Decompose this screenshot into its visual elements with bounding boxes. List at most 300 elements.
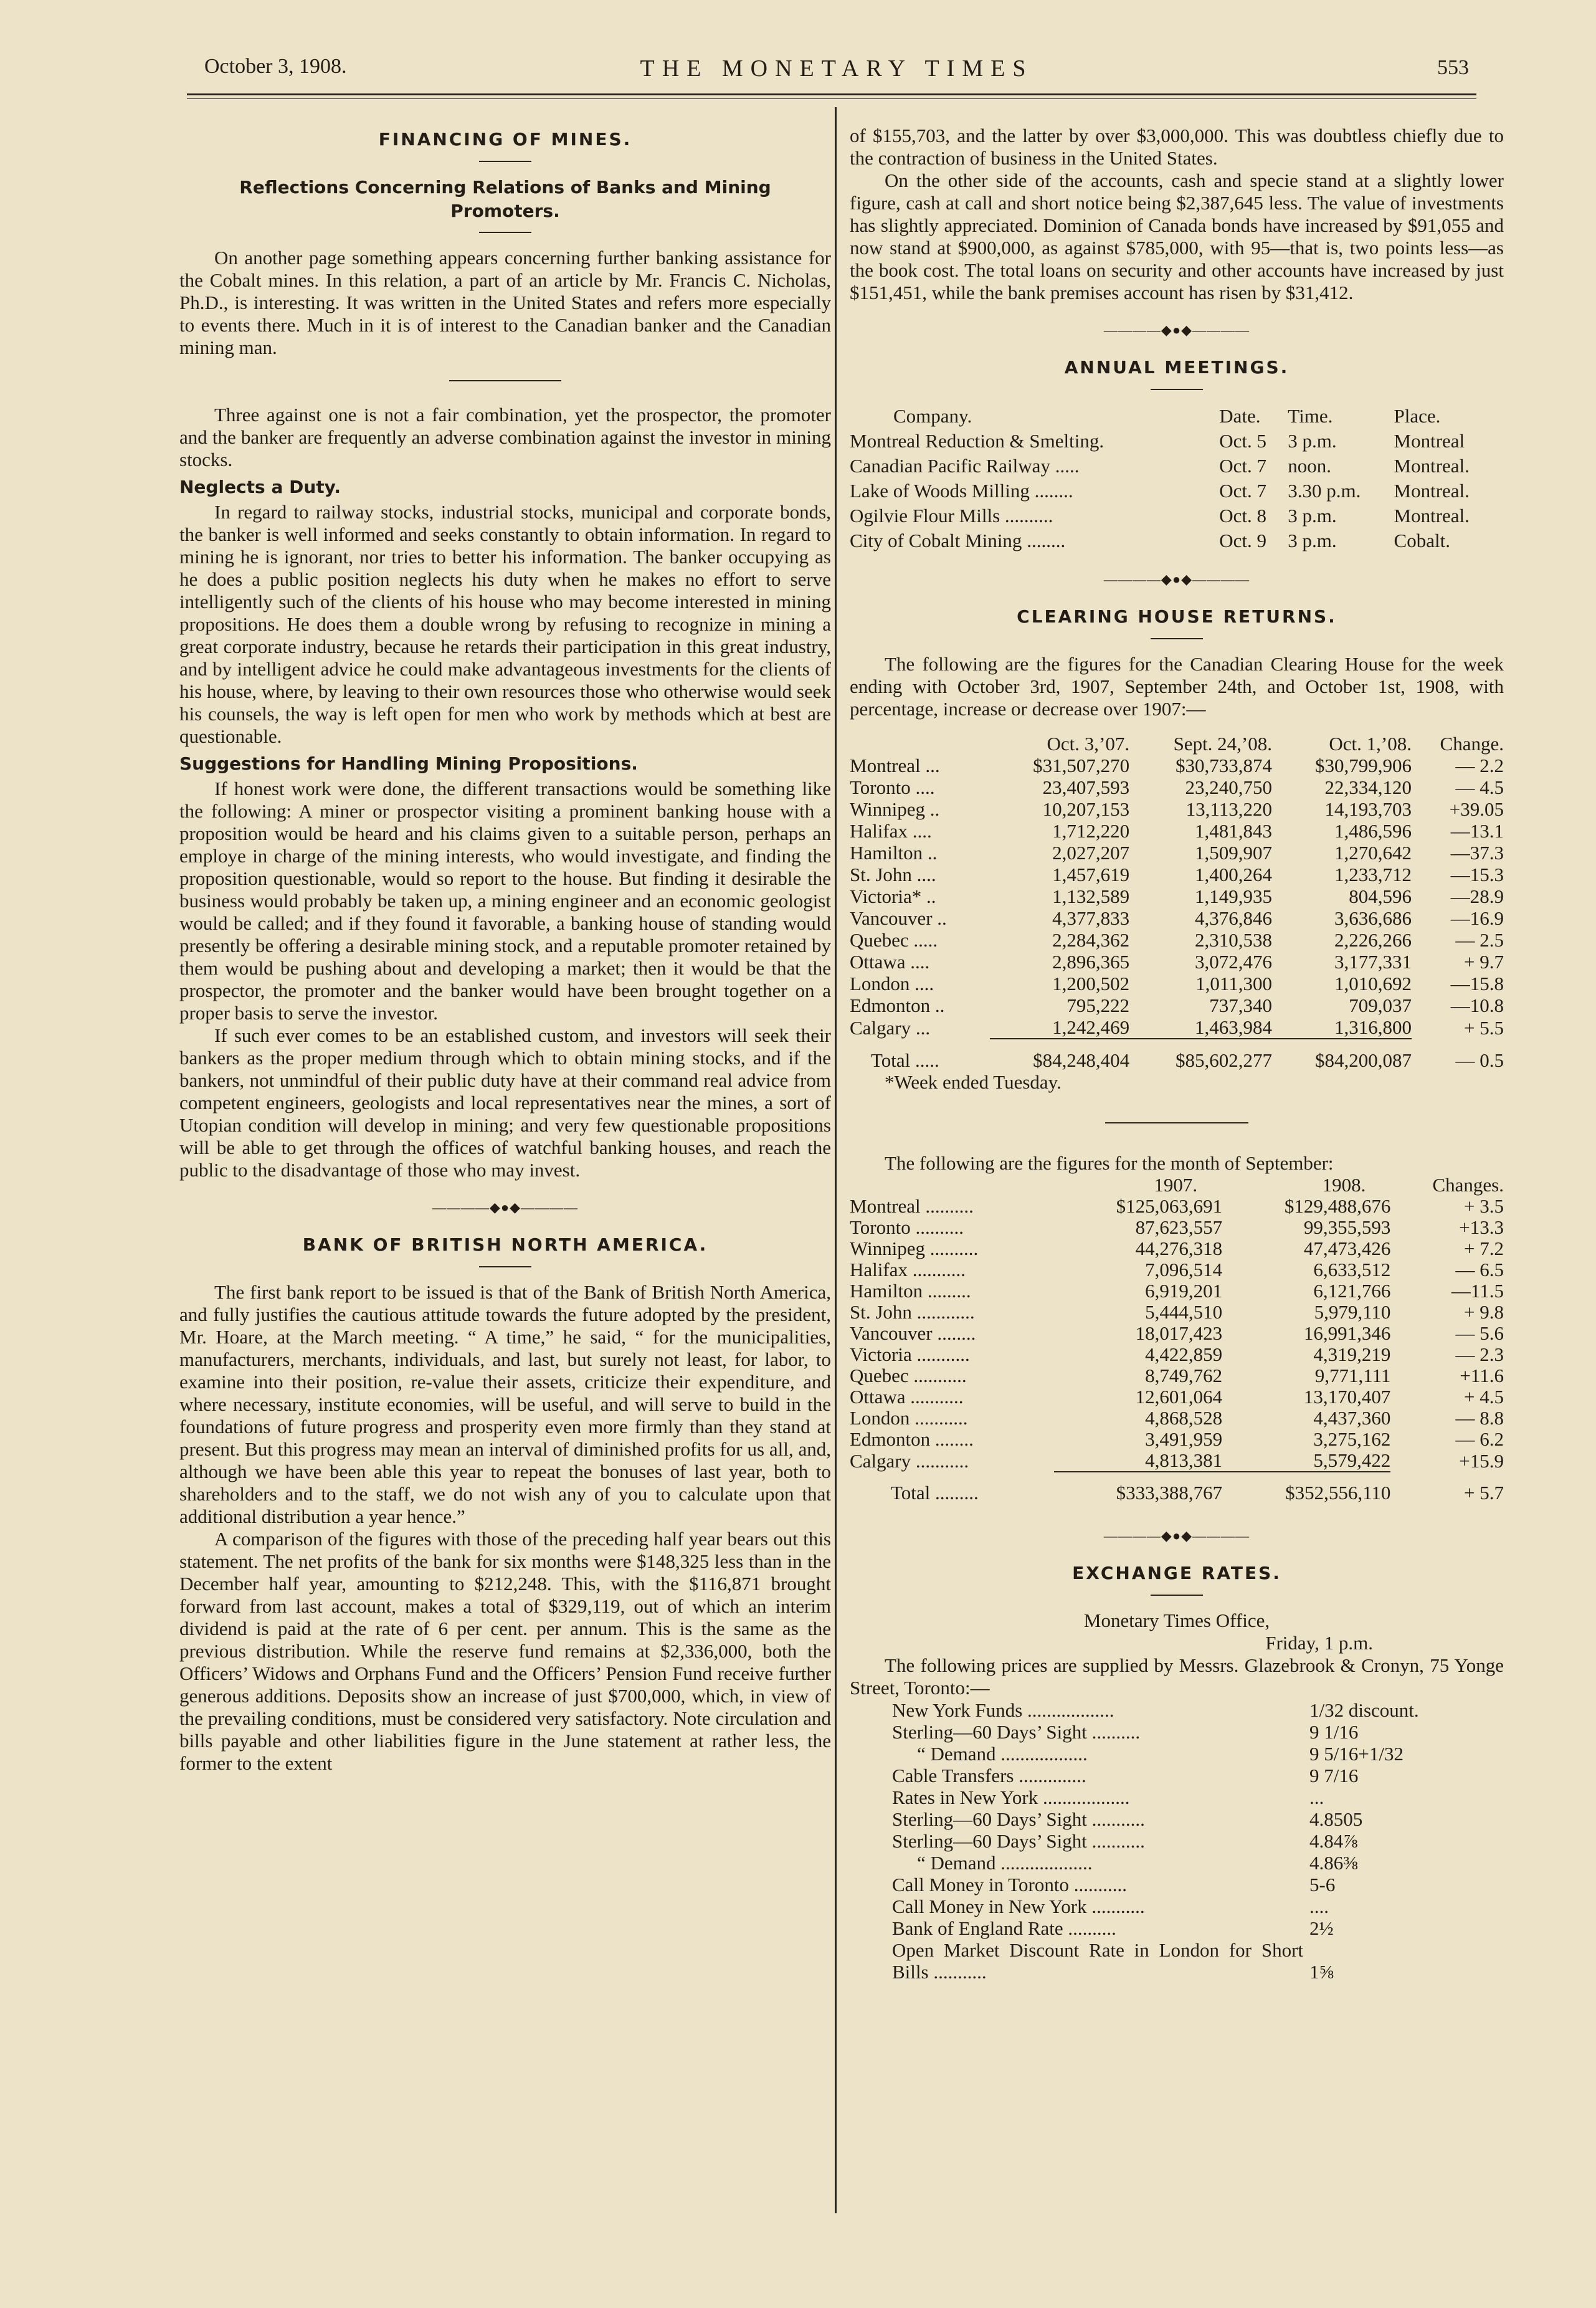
- exchange-intro: The following prices are supplied by Messrs. Glazebrook & Cronyn, 75 Yonge Street, Toronto:—: [850, 1654, 1504, 1699]
- value-oct-1908: 1,270,642: [1334, 842, 1412, 864]
- rate-value: 4.84⅞: [1309, 1830, 1358, 1852]
- value-oct-1908: 709,037: [1349, 994, 1412, 1016]
- short-rule: [479, 161, 531, 162]
- rate-label: Bank of England Rate: [892, 1917, 1063, 1939]
- meeting-time: 3 p.m.: [1288, 530, 1337, 551]
- bank-paragraph: The first bank report to be issued is that of the Bank of British North America, and fully justifies the cautious attitude towards the future adopted by the president, Mr. Hoare, at the March meeting. “ A time,” he said, “ for the municipalities, manufacturers, merchants, individuals, and last, but surely not least, for labor, to examine into their position, re-value their assets, criticize their expenditure, and where necessary, institute economies, will be useful, and will serve to build in the foundations of future progress and prosperity even more firmly than they stand at present. But this progress may mean an interval of diminished profits for us all, and, although we have been able this year to repeat the bonuses of last year, both to shareholders and to the staff, we do not wish any of you to calculate upon that additional distribution a year hence.”: [179, 1281, 831, 1527]
- change-value: + 7.2: [1464, 1237, 1504, 1259]
- value-1908: 6,633,512: [1313, 1259, 1391, 1280]
- rate-value: 9 1/16: [1309, 1721, 1359, 1743]
- dot-leader: ..........: [925, 1237, 979, 1259]
- city-name: Calgary ...: [850, 1016, 931, 1039]
- page-number: 553: [1437, 56, 1469, 79]
- table-row: [892, 1939, 1419, 1983]
- short-rule: [479, 232, 531, 233]
- city-name: Quebec .....: [850, 929, 938, 951]
- value-1908: 5,579,422: [1313, 1449, 1391, 1471]
- dot-leader: ..................: [995, 1743, 1088, 1765]
- dot-leader: ...........: [910, 1407, 968, 1429]
- header-rule: [187, 93, 1476, 95]
- rate-label: “ Demand: [917, 1743, 996, 1765]
- ornament-divider: ――――◆●◆――――: [1103, 1528, 1250, 1543]
- rate-value: 4.8505: [1309, 1808, 1363, 1830]
- city-name: St. John: [850, 1301, 912, 1323]
- table-row: [850, 864, 1504, 885]
- city-name: London: [850, 1407, 910, 1429]
- meeting-date: Oct. 7: [1219, 480, 1266, 502]
- column-header: Time.: [1288, 405, 1333, 427]
- table-row: [892, 1721, 1419, 1743]
- value-oct-1908: $30,799,906: [1314, 755, 1412, 776]
- meeting-place: Montreal.: [1394, 505, 1470, 527]
- dot-leader: ..............: [1014, 1765, 1086, 1786]
- total-change: + 5.7: [1464, 1481, 1504, 1504]
- city-name: Vancouver ..: [850, 907, 947, 929]
- rate-value: 9 5/16+1/32: [1309, 1743, 1404, 1765]
- city-name: Calgary: [850, 1449, 911, 1472]
- change-value: + 5.5: [1464, 1016, 1504, 1039]
- table-header-row: [850, 404, 1504, 429]
- change-value: + 4.5: [1464, 1386, 1504, 1408]
- change-value: — 4.5: [1455, 776, 1504, 798]
- value-1908: 6,121,766: [1313, 1280, 1391, 1302]
- subhead-suggestions: Suggestions for Handling Mining Propositions.: [179, 753, 638, 774]
- table-row: [850, 973, 1504, 994]
- change-value: — 2.2: [1455, 755, 1504, 776]
- short-rule: [1151, 389, 1203, 390]
- total-1907: $84,248,404: [990, 1039, 1129, 1071]
- total-row: [850, 1039, 1504, 1071]
- dot-leader: ...........: [1069, 1874, 1127, 1896]
- column-header: Oct. 3,’07.: [1047, 733, 1130, 755]
- value-1907: 6,919,201: [1145, 1280, 1223, 1302]
- company-name: Montreal Reduction & Smelting: [850, 430, 1100, 452]
- table-row: [892, 1852, 1419, 1874]
- table-row: [850, 1238, 1504, 1259]
- change-value: +11.6: [1460, 1365, 1504, 1386]
- section-rule: [449, 380, 561, 381]
- value-sept-1908: 737,340: [1209, 994, 1272, 1016]
- value-oct-1908: 1,233,712: [1334, 864, 1412, 885]
- bank-paragraph: On the other side of the accounts, cash and specie stand at a slightly lower figure, cash at call and short notice being $2,387,645 less. The value of investments has slightly appreciated. Dominion of Canada bonds have increased by $91,055 and now stand at $900,000, as against $785,000, with 95—that is, two points less—as the book cost. The total loans on security and other accounts have increased by just $151,451, while the bank premises account has risen by $31,412.: [850, 169, 1504, 303]
- office-line: Monetary Times Office,: [1083, 1609, 1270, 1631]
- rate-value: 9 7/16: [1309, 1765, 1359, 1786]
- meeting-place: Montreal.: [1394, 480, 1470, 502]
- city-name: Victoria* ..: [850, 885, 936, 907]
- meetings-headline: ANNUAL MEETINGS.: [1064, 357, 1290, 378]
- clearing-weekly-table: [850, 733, 1504, 1071]
- column-header: Oct. 1,’08.: [1329, 733, 1412, 755]
- change-value: —13.1: [1450, 820, 1504, 842]
- table-row: [850, 479, 1504, 503]
- dot-leader: ............: [911, 1301, 975, 1323]
- dot-leader: ...........: [907, 1259, 966, 1280]
- value-sept-1908: 3,072,476: [1195, 951, 1272, 973]
- table-row: [850, 454, 1504, 479]
- value-1907: 4,422,859: [1145, 1343, 1223, 1365]
- value-1908: 4,437,360: [1313, 1407, 1391, 1429]
- short-rule: [1151, 1595, 1203, 1596]
- dot-leader: ........: [932, 1322, 976, 1344]
- ornament-divider: ――――◆●◆――――: [1103, 322, 1250, 338]
- dot-leader: ........: [1022, 530, 1066, 551]
- city-name: Vancouver: [850, 1322, 933, 1344]
- city-name: Edmonton ..: [850, 994, 945, 1016]
- city-name: St. John ....: [850, 864, 936, 885]
- table-row: [850, 1302, 1504, 1323]
- dot-leader: ...........: [928, 1961, 987, 1983]
- rate-label: New York Funds: [892, 1699, 1023, 1721]
- city-name: Victoria: [850, 1343, 912, 1365]
- rate-label: Cable Transfers: [892, 1765, 1014, 1786]
- value-sept-1908: 1,400,264: [1195, 864, 1272, 885]
- total-row: [850, 1472, 1504, 1504]
- table-row: [850, 842, 1504, 864]
- value-1907: 44,276,318: [1135, 1237, 1223, 1259]
- rate-value: ....: [1309, 1896, 1329, 1917]
- value-1908: 13,170,407: [1303, 1386, 1391, 1408]
- rate-label: Sterling—60 Days’ Sight: [892, 1721, 1087, 1743]
- change-value: — 6.5: [1455, 1259, 1504, 1280]
- dot-leader: ..................: [1038, 1786, 1130, 1808]
- ornament-divider: ――――◆●◆――――: [1103, 571, 1250, 587]
- meeting-date: Oct. 7: [1219, 455, 1266, 477]
- change-value: —11.5: [1451, 1280, 1504, 1302]
- change-value: — 8.8: [1455, 1407, 1504, 1429]
- mines-paragraph: On another page something appears concerning further banking assistance for the Cobalt mines. In this relation, a part of an article by Mr. Francis C. Nicholas, Ph.D., is interesting. It was written in the United States and refers more especially to events there. Much in it is of interest to the Canadian banker and the Canadian mining man.: [179, 247, 831, 358]
- bank-paragraph: A comparison of the figures with those of the preceding half year bears out this statement. The net profits of the bank for six months were $148,325 less than in the December half year, amounting to $212,248. This, with the $116,871 brought forward from last account, makes a total of $329,119, out of which an interim dividend is paid at the rate of 6 per cent. per annum. This is the same as the previous distribution. While the reserve fund remains at $2,336,000, both the Officers’ Widows and Orphans Fund and the Officers’ Pension Fund receive further generous additions. Deposits show an increase of just $700,000, which, in view of the prevailing conditions, must be considered very satisfactory. Note circulation and bills payable and other liabilities figure in the June statement at rather less, the former to the extent: [179, 1528, 831, 1774]
- city-name: Toronto: [850, 1216, 911, 1238]
- value-1908: 16,991,346: [1303, 1322, 1391, 1344]
- time-line: Friday, 1 p.m.: [1265, 1632, 1373, 1654]
- meeting-place: Montreal.: [1394, 455, 1470, 477]
- mines-subheadline: Reflections Concerning Relations of Banks and Mining Promoters.: [239, 177, 771, 221]
- total-sept-1908: $85,602,277: [1129, 1039, 1272, 1071]
- table-row: [850, 776, 1504, 798]
- company-name: Ogilvie Flour Mills: [850, 505, 1000, 527]
- dot-leader: ........: [930, 1428, 974, 1450]
- table-row: [850, 994, 1504, 1016]
- dot-leader: ..........: [1000, 505, 1053, 527]
- city-name: Hamilton ..: [850, 842, 938, 864]
- meeting-time: 3.30 p.m.: [1288, 480, 1361, 502]
- column-divider: [835, 107, 837, 2213]
- city-name: Ottawa: [850, 1386, 906, 1408]
- value-oct-1908: 22,334,120: [1324, 776, 1412, 798]
- value-1907: 8,749,762: [1145, 1365, 1223, 1386]
- table-row: [850, 429, 1504, 454]
- value-1907: 7,096,514: [1145, 1259, 1223, 1280]
- change-value: —15.3: [1450, 864, 1504, 885]
- meeting-place: Montreal: [1394, 430, 1465, 452]
- header-rule-thin: [187, 98, 1476, 99]
- value-1907: 3,491,959: [1145, 1428, 1223, 1450]
- total-label: Total .....: [871, 1049, 939, 1071]
- mines-headline: FINANCING OF MINES.: [378, 129, 632, 150]
- meeting-date: Oct. 8: [1219, 505, 1266, 527]
- rate-value: 5-6: [1309, 1874, 1336, 1896]
- dot-leader: .........: [930, 1481, 979, 1504]
- table-row: [850, 907, 1504, 929]
- city-name: Edmonton: [850, 1428, 931, 1450]
- value-1907: 10,207,153: [1042, 798, 1130, 820]
- value-oct-1908: 3,636,686: [1334, 907, 1412, 929]
- column-header: [850, 1175, 1054, 1196]
- rate-value: 4.86⅜: [1309, 1852, 1358, 1874]
- city-name: Halifax ....: [850, 820, 932, 842]
- table-row: [850, 1344, 1504, 1365]
- table-row: [892, 1808, 1419, 1830]
- value-1907: 87,623,557: [1135, 1216, 1223, 1238]
- total-label: Total: [891, 1481, 931, 1504]
- value-1907: 18,017,423: [1135, 1322, 1223, 1344]
- table-row: [850, 1408, 1504, 1429]
- mines-paragraph: If such ever comes to be an established custom, and investors will seek their bankers as the proper medium through which to obtain mining stocks, and if the bankers, not unmindful of their public duty have at their command real advice from competent engineers, geologists and local representatives near the mines, a sort of Utopian condition will develop in mining; and very few questionable propositions will be able to get through the offices of watchful banking houses, and reach the public to the disadvantage of those who may invest.: [179, 1024, 831, 1181]
- table-row: [892, 1765, 1419, 1786]
- dot-leader: ...........: [911, 1343, 970, 1365]
- value-sept-1908: $30,733,874: [1176, 755, 1272, 776]
- bank-headline: BANK OF BRITISH NORTH AMERICA.: [302, 1234, 708, 1255]
- column-header: Place.: [1394, 405, 1441, 427]
- rate-value: 2½: [1309, 1917, 1334, 1939]
- table-row: [850, 1016, 1504, 1039]
- value-1907: 1,132,589: [1052, 885, 1130, 907]
- value-1907: 23,407,593: [1042, 776, 1130, 798]
- table-row: [850, 1280, 1504, 1302]
- dot-leader: ...........: [905, 1386, 964, 1408]
- table-row: [850, 528, 1504, 553]
- change-value: + 9.8: [1464, 1301, 1504, 1323]
- column-header: 1907.: [1154, 1174, 1198, 1196]
- value-sept-1908: 1,149,935: [1195, 885, 1272, 907]
- short-rule: [479, 1266, 531, 1267]
- column-header: 1908.: [1322, 1174, 1366, 1196]
- value-1907: $31,507,270: [1033, 755, 1130, 776]
- exchange-headline: EXCHANGE RATES.: [1072, 1563, 1281, 1583]
- city-name: Toronto ....: [850, 776, 935, 798]
- mines-paragraph: In regard to railway stocks, industrial stocks, municipal and corporate bonds, the banker is well informed and seeks constantly to obtain information. In regard to mining he is ignorant, nor tries to better his information. The banker occupying as he does a public position neglects his duty when he makes no effort to serve intelligently such of the clients of his house who may become interested in mining propositions. He does them a double wrong by refusing to recognize in mining a great corporate industry, because he retards their participation in this great industry, and by intelligent advice he could make advantageous investments for the clients of his house, where, by leaving to their own resources those who otherwise would seek his counsels, the way is left open for men who work by methods which at best are questionable.: [179, 501, 832, 747]
- table-row: [892, 1917, 1419, 1939]
- rate-label: “ Demand: [917, 1852, 996, 1874]
- change-value: +13.3: [1459, 1216, 1504, 1238]
- change-value: —16.9: [1450, 907, 1504, 929]
- exchange-rates-table: [892, 1699, 1419, 1983]
- change-value: + 3.5: [1464, 1195, 1504, 1217]
- value-oct-1908: 804,596: [1349, 885, 1412, 907]
- value-1907: 2,027,207: [1052, 842, 1130, 864]
- value-1907: 1,242,469: [1052, 1016, 1130, 1038]
- dot-leader: .....: [1050, 455, 1080, 477]
- value-oct-1908: 3,177,331: [1334, 951, 1412, 973]
- table-row: [850, 503, 1504, 528]
- mines-paragraph: If honest work were done, the different transactions would be something like the following: A miner or prospector visiting a prominent banking house with a proposition would be heard and his claims given to a suitable person, perhaps an employe in charge of the mining interests, who would investigate, and finding the proposition questionable, would so report to the house. But finding it desirable the business would probably be taken up, a mining engineer and an economic geologist would be called; and if they found it favorable, a banking house of standing would presently be offering a desirable mining stock, and a reputable promoter retained by them would be pushing about and developing a market; then it would be that the prospector, the promoter and the banker would have been brought together on a proper basis to serve the investor.: [179, 778, 831, 1024]
- table-row: [850, 1217, 1504, 1238]
- value-sept-1908: 1,481,843: [1195, 820, 1272, 842]
- change-value: — 5.6: [1455, 1322, 1504, 1344]
- rate-label: Call Money in New York: [892, 1896, 1087, 1917]
- value-sept-1908: 1,463,984: [1195, 1016, 1272, 1038]
- change-value: + 9.7: [1464, 951, 1504, 973]
- table-row: [892, 1874, 1419, 1896]
- value-1907: 795,222: [1066, 994, 1130, 1016]
- table-row: [892, 1743, 1419, 1765]
- table-row: [850, 820, 1504, 842]
- city-name: Hamilton: [850, 1280, 923, 1302]
- table-row: [850, 1450, 1504, 1472]
- dot-leader: ........: [1029, 480, 1073, 502]
- dot-leader: ..........: [910, 1216, 964, 1238]
- table-header-row: [850, 733, 1504, 755]
- total-oct-1908: $84,200,087: [1272, 1039, 1412, 1071]
- total-1908: $352,556,110: [1222, 1472, 1390, 1504]
- subhead-neglects: Neglects a Duty.: [179, 477, 341, 497]
- meeting-date: Oct. 5: [1219, 430, 1266, 452]
- value-1908: 5,979,110: [1314, 1301, 1391, 1323]
- ornament-divider: ――――◆●◆――――: [432, 1199, 579, 1215]
- rate-label: Sterling—60 Days’ Sight: [892, 1808, 1087, 1830]
- page-header: [204, 55, 1469, 92]
- issue-date: October 3, 1908.: [204, 55, 347, 78]
- table-row: [850, 755, 1504, 776]
- meeting-time: 3 p.m.: [1288, 430, 1337, 452]
- table-row: [850, 885, 1504, 907]
- column-header: Date.: [1219, 405, 1261, 427]
- total-1907: $333,388,767: [1054, 1472, 1222, 1504]
- city-name: Winnipeg ..: [850, 798, 940, 820]
- column-header: [850, 733, 990, 755]
- change-value: — 6.2: [1455, 1428, 1504, 1450]
- table-row: [850, 951, 1504, 973]
- value-sept-1908: 1,011,300: [1195, 973, 1272, 994]
- value-1907: $125,063,691: [1116, 1195, 1223, 1217]
- table-row: [850, 1323, 1504, 1344]
- value-1907: 1,200,502: [1052, 973, 1130, 994]
- change-value: —37.3: [1450, 842, 1504, 864]
- value-1907: 12,601,064: [1135, 1386, 1223, 1408]
- table-header-row: [850, 1175, 1504, 1196]
- rate-label: Call Money in Toronto: [892, 1874, 1069, 1896]
- value-1907: 2,896,365: [1052, 951, 1130, 973]
- section-rule: [1105, 1122, 1248, 1123]
- city-name: Quebec: [850, 1365, 909, 1386]
- change-value: +39.05: [1449, 798, 1504, 820]
- change-value: — 2.3: [1455, 1343, 1504, 1365]
- dot-leader: ...................: [995, 1852, 1093, 1874]
- table-footnote: *Week ended Tuesday.: [885, 1071, 1062, 1093]
- company-name: City of Cobalt Mining: [850, 530, 1022, 551]
- mines-paragraph: Three against one is not a fair combination, yet the prospector, the promoter and the banker are frequently an adverse combination against the investor in mining stocks.: [179, 404, 831, 470]
- dot-leader: ...........: [1086, 1808, 1145, 1830]
- value-1907: 1,457,619: [1052, 864, 1130, 885]
- table-row: [850, 798, 1504, 820]
- value-sept-1908: 23,240,750: [1185, 776, 1272, 798]
- total-change: — 0.5: [1455, 1049, 1504, 1071]
- table-row: [850, 1429, 1504, 1450]
- change-value: +15.9: [1459, 1449, 1504, 1472]
- table-row: [892, 1896, 1419, 1917]
- dot-leader: ..........: [1086, 1721, 1141, 1743]
- change-value: —15.8: [1450, 973, 1504, 994]
- table-row: [850, 1386, 1504, 1408]
- table-row: [850, 1365, 1504, 1386]
- rate-value: 1/32 discount.: [1309, 1699, 1419, 1721]
- value-1907: 5,444,510: [1145, 1301, 1223, 1323]
- value-1908: 4,319,219: [1313, 1343, 1391, 1365]
- value-sept-1908: 2,310,538: [1195, 929, 1272, 951]
- publication-title: THE MONETARY TIMES: [640, 55, 1033, 82]
- left-column: [179, 125, 831, 1775]
- column-header: Change.: [1440, 733, 1504, 755]
- dot-leader: .: [1099, 430, 1104, 452]
- company-name: Lake of Woods Milling: [850, 480, 1030, 502]
- value-sept-1908: 1,509,907: [1195, 842, 1272, 864]
- dot-leader: ...........: [1086, 1830, 1145, 1852]
- value-1908: 9,771,111: [1314, 1365, 1391, 1386]
- value-sept-1908: 13,113,220: [1185, 798, 1272, 820]
- value-oct-1908: 1,010,692: [1334, 973, 1412, 994]
- city-name: London ....: [850, 973, 934, 994]
- city-name: Halifax: [850, 1259, 908, 1280]
- meeting-time: 3 p.m.: [1288, 505, 1337, 527]
- value-1908: 47,473,426: [1303, 1237, 1391, 1259]
- table-row: [850, 929, 1504, 951]
- dot-leader: ...........: [908, 1365, 967, 1386]
- city-name: Montreal: [850, 1195, 921, 1217]
- value-1908: 99,355,593: [1303, 1216, 1391, 1238]
- september-intro: The following are the figures for the month of September:: [885, 1152, 1334, 1174]
- dot-leader: ...........: [911, 1449, 969, 1472]
- dot-leader: .........: [923, 1280, 971, 1302]
- column-header: Changes.: [1432, 1174, 1504, 1196]
- right-column: [850, 125, 1504, 1983]
- clearing-intro: The following are the figures for the Canadian Clearing House for the week ending with October 3rd, 1907, September 24th, and October 1st, 1908, with percentage, increase or decrease over 1907:—: [850, 653, 1504, 720]
- meeting-date: Oct. 9: [1219, 530, 1266, 551]
- change-value: — 2.5: [1455, 929, 1504, 951]
- value-1908: 3,275,162: [1313, 1428, 1391, 1450]
- table-row: [850, 1196, 1504, 1217]
- value-1908: $129,488,676: [1284, 1195, 1391, 1217]
- company-name: Canadian Pacific Railway: [850, 455, 1050, 477]
- value-oct-1908: 14,193,703: [1324, 798, 1412, 820]
- dot-leader: ..........: [920, 1195, 974, 1217]
- table-row: [892, 1786, 1419, 1808]
- value-oct-1908: 2,226,266: [1334, 929, 1412, 951]
- city-name: Winnipeg: [850, 1237, 926, 1259]
- rate-label: Sterling—60 Days’ Sight: [892, 1830, 1087, 1852]
- meeting-place: Cobalt.: [1394, 530, 1450, 551]
- table-row: [850, 1259, 1504, 1280]
- change-value: —28.9: [1450, 885, 1504, 907]
- rate-value: 1⅝: [1309, 1961, 1334, 1983]
- dot-leader: ..........: [1063, 1917, 1116, 1939]
- clearing-september-table: [850, 1175, 1504, 1504]
- dot-leader: ..................: [1022, 1699, 1114, 1721]
- table-row: [892, 1830, 1419, 1852]
- value-oct-1908: 1,316,800: [1334, 1016, 1412, 1038]
- rate-value: ...: [1309, 1786, 1324, 1808]
- value-1907: 2,284,362: [1052, 929, 1130, 951]
- clearing-headline: CLEARING HOUSE RETURNS.: [1017, 606, 1337, 627]
- meeting-time: noon.: [1288, 455, 1332, 477]
- column-header: Sept. 24,’08.: [1173, 733, 1272, 755]
- rate-label: Open Market Discount Rate in London for Short Bills: [892, 1939, 1303, 1983]
- meetings-table: [850, 404, 1504, 553]
- rate-label: Rates in New York: [892, 1786, 1038, 1808]
- short-rule: [1151, 638, 1203, 639]
- change-value: —10.8: [1450, 994, 1504, 1016]
- table-row: [892, 1699, 1419, 1721]
- city-name: Ottawa ....: [850, 951, 930, 973]
